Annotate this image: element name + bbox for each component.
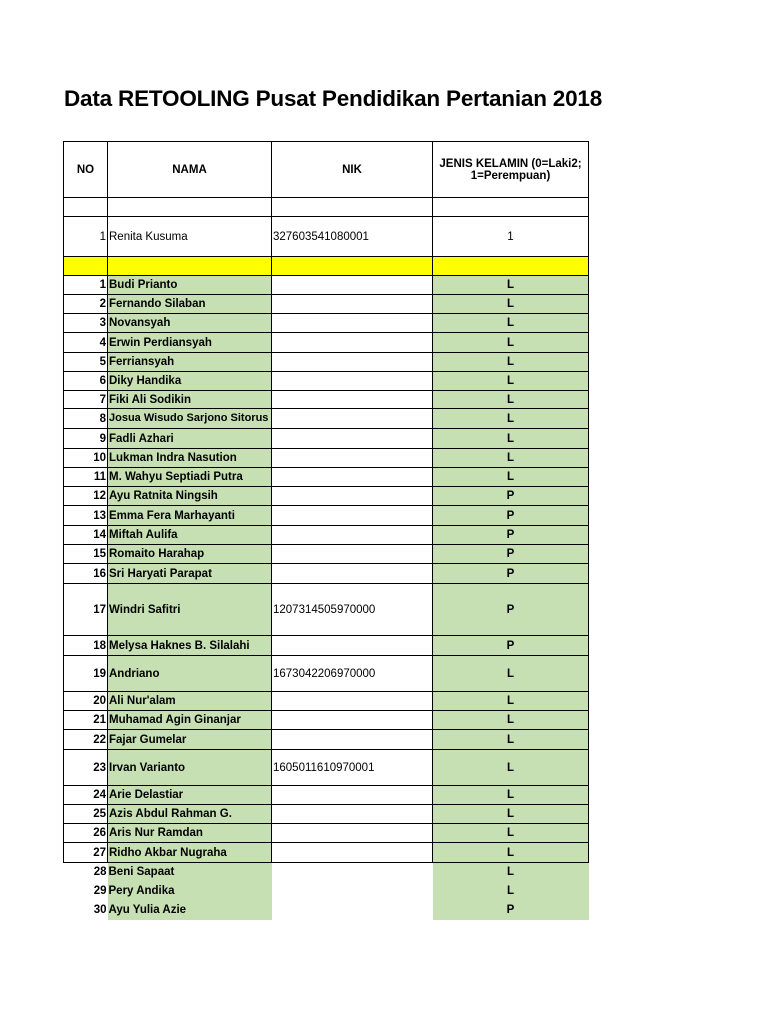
- cell-nama[interactable]: Muhamad Agin Ginanjar: [108, 711, 272, 730]
- cell-nik[interactable]: [272, 295, 433, 314]
- cell-no[interactable]: 16: [64, 564, 108, 584]
- cell-no[interactable]: 2: [64, 295, 108, 314]
- cell[interactable]: [108, 198, 272, 217]
- cell-nama[interactable]: Fernando Silaban: [108, 295, 272, 314]
- cell-nik[interactable]: [272, 506, 433, 526]
- cell-nik[interactable]: [272, 711, 433, 730]
- header-nik: NIK: [272, 142, 433, 198]
- cell-no[interactable]: 28: [93, 866, 107, 879]
- cell-nama[interactable]: Miftah Aulifa: [108, 526, 272, 545]
- cell-jenis-kelamin[interactable]: P: [433, 636, 589, 656]
- cell-nik[interactable]: [272, 882, 433, 901]
- cell-nik[interactable]: 1605011610970001: [272, 750, 433, 786]
- page-title: Data RETOOLING Pusat Pendidikan Pertanian 2018: [64, 86, 603, 111]
- cell-no[interactable]: 15: [64, 545, 108, 564]
- cell-nama[interactable]: Sri Haryati Parapat: [108, 564, 272, 584]
- header-nama: NAMA: [108, 142, 272, 198]
- table-row: [64, 333, 589, 353]
- cell-jenis-kelamin[interactable]: L: [433, 730, 589, 750]
- table-row: [64, 468, 589, 487]
- cell-no[interactable]: 19: [64, 656, 108, 692]
- cell-nik[interactable]: [272, 863, 433, 882]
- blank-row: [64, 198, 589, 217]
- cell-no[interactable]: 1: [64, 276, 108, 295]
- cell-no[interactable]: 24: [64, 786, 108, 805]
- table-row: [64, 545, 589, 564]
- cell-nama[interactable]: Ayu Yulia Azie: [108, 901, 272, 920]
- cell-nik[interactable]: [272, 824, 433, 843]
- cell-jenis-kelamin[interactable]: P: [433, 901, 589, 920]
- cell-nik[interactable]: [272, 901, 433, 920]
- table-row: [64, 372, 589, 391]
- cell-nik[interactable]: [272, 636, 433, 656]
- cell[interactable]: [64, 198, 108, 217]
- cell-no[interactable]: 6: [64, 372, 108, 391]
- table-row: [64, 314, 589, 333]
- cell-nama[interactable]: Renita Kusuma: [108, 217, 272, 257]
- cell-no[interactable]: 5: [64, 353, 108, 372]
- cell-no[interactable]: 18: [64, 636, 108, 656]
- cell-nama[interactable]: Andriano: [108, 656, 272, 692]
- cell-jenis-kelamin[interactable]: L: [433, 786, 589, 805]
- cell-nama[interactable]: Fiki Ali Sodikin: [108, 391, 272, 409]
- table-row: [64, 526, 589, 545]
- table-row: [64, 636, 589, 656]
- cell-jenis-kelamin[interactable]: L: [433, 656, 589, 692]
- cell[interactable]: [433, 198, 589, 217]
- cell-nik[interactable]: [272, 692, 433, 711]
- cell-nama[interactable]: Fajar Gumelar: [108, 730, 272, 750]
- cell-jenis-kelamin[interactable]: L: [433, 276, 589, 295]
- cell-nama[interactable]: Emma Fera Marhayanti: [108, 506, 272, 526]
- cell[interactable]: [108, 257, 272, 276]
- table-row: [64, 711, 589, 730]
- cell-nama[interactable]: Josua Wisudo Sarjono Sitorus: [108, 409, 272, 429]
- table-row: [64, 487, 589, 506]
- table-row: [64, 217, 589, 257]
- cell-nama[interactable]: Ferriansyah: [108, 353, 272, 372]
- cell-nik[interactable]: 1673042206970000: [272, 656, 433, 692]
- cell-jenis-kelamin[interactable]: L: [433, 429, 589, 449]
- table-row: [64, 353, 589, 372]
- cell-jenis-kelamin[interactable]: L: [433, 468, 589, 487]
- cell-jenis-kelamin[interactable]: L: [433, 372, 589, 391]
- cell-jenis-kelamin[interactable]: 1: [433, 217, 589, 257]
- cell-jenis-kelamin[interactable]: L: [433, 295, 589, 314]
- cell[interactable]: [64, 257, 108, 276]
- cell-nama[interactable]: Novansyah: [108, 314, 272, 333]
- cell-jenis-kelamin[interactable]: L: [433, 882, 589, 901]
- table-row: [64, 730, 589, 750]
- cell-no[interactable]: 9: [64, 429, 108, 449]
- cell-nik[interactable]: [272, 353, 433, 372]
- cell-no[interactable]: 17: [64, 584, 108, 636]
- cell-nama[interactable]: Erwin Perdiansyah: [108, 333, 272, 353]
- cell-nama[interactable]: Ridho Akbar Nugraha: [108, 843, 272, 863]
- table-row: [64, 786, 589, 805]
- cell-no[interactable]: 20: [64, 692, 108, 711]
- cell-jenis-kelamin[interactable]: P: [433, 564, 589, 584]
- cell-nama[interactable]: Budi Prianto: [108, 276, 272, 295]
- cell-nama[interactable]: Ayu Ratnita Ningsih: [108, 487, 272, 506]
- cell-nama[interactable]: Ali Nur'alam: [108, 692, 272, 711]
- cell-no[interactable]: 1: [64, 217, 108, 257]
- table-row: [64, 805, 589, 824]
- cell-nama[interactable]: Diky Handika: [108, 372, 272, 391]
- cell-jenis-kelamin[interactable]: L: [433, 805, 589, 824]
- cell-no[interactable]: 23: [64, 750, 108, 786]
- cell-nik[interactable]: [272, 545, 433, 564]
- cell-jenis-kelamin[interactable]: L: [433, 391, 589, 409]
- table-row: [64, 276, 589, 295]
- cell-nama[interactable]: Fadli Azhari: [108, 429, 272, 449]
- cell-nik[interactable]: [272, 468, 433, 487]
- header-row: [64, 142, 589, 198]
- data-table: [63, 141, 589, 920]
- cell-nik[interactable]: [272, 730, 433, 750]
- cell-no[interactable]: 25: [64, 805, 108, 824]
- table-row: [64, 901, 589, 920]
- cell-nama[interactable]: Arie Delastiar: [108, 786, 272, 805]
- cell-no[interactable]: 29: [93, 885, 107, 897]
- cell-nama[interactable]: Windri Safitri: [108, 584, 272, 636]
- table-row: [64, 750, 589, 786]
- cell-nama[interactable]: Azis Abdul Rahman G.: [108, 805, 272, 824]
- table-row: [64, 824, 589, 843]
- cell-nik[interactable]: [272, 564, 433, 584]
- cell-no[interactable]: 13: [64, 506, 108, 526]
- cell-no[interactable]: 3: [64, 314, 108, 333]
- table-row: [64, 409, 589, 429]
- cell-no[interactable]: 7: [64, 391, 108, 409]
- cell-nik[interactable]: 327603541080001: [272, 217, 433, 257]
- table-row: [64, 692, 589, 711]
- cell-jenis-kelamin[interactable]: P: [433, 487, 589, 506]
- cell-nama[interactable]: Pery Andika: [108, 882, 272, 901]
- cell-no[interactable]: 4: [64, 333, 108, 353]
- cell[interactable]: [272, 198, 433, 217]
- cell-jenis-kelamin[interactable]: L: [433, 824, 589, 843]
- cell-jenis-kelamin[interactable]: L: [433, 449, 589, 468]
- cell-no[interactable]: 8: [64, 409, 108, 429]
- cell-nik[interactable]: [272, 526, 433, 545]
- cell-nama[interactable]: Lukman Indra Nasution: [108, 449, 272, 468]
- cell-nik[interactable]: 1207314505970000: [272, 584, 433, 636]
- cell-no[interactable]: 27: [64, 843, 108, 863]
- cell-jenis-kelamin[interactable]: P: [433, 584, 589, 636]
- cell-nik[interactable]: [272, 843, 433, 863]
- cell-jenis-kelamin[interactable]: L: [433, 409, 589, 429]
- cell-no[interactable]: 11: [64, 468, 108, 487]
- cell-jenis-kelamin[interactable]: P: [433, 545, 589, 564]
- cell-nik[interactable]: [272, 786, 433, 805]
- cell[interactable]: [272, 257, 433, 276]
- cell-nik[interactable]: [272, 276, 433, 295]
- table-row: [64, 506, 589, 526]
- table-row: [64, 584, 589, 636]
- cell-no[interactable]: 26: [64, 824, 108, 843]
- table-row: [64, 391, 589, 409]
- table-row: [64, 449, 589, 468]
- cell-nama[interactable]: Irvan Varianto: [108, 750, 272, 786]
- cell-nama[interactable]: M. Wahyu Septiadi Putra: [108, 468, 272, 487]
- header-no: NO: [64, 142, 108, 198]
- cell-no[interactable]: 21: [64, 711, 108, 730]
- cell-jenis-kelamin[interactable]: P: [433, 526, 589, 545]
- cell-jenis-kelamin[interactable]: P: [433, 506, 589, 526]
- cell-jenis-kelamin[interactable]: L: [433, 353, 589, 372]
- highlight-row: [64, 257, 589, 276]
- table-row: [64, 295, 589, 314]
- cell-nik[interactable]: [272, 487, 433, 506]
- cell-nik[interactable]: [272, 391, 433, 409]
- cell-nik[interactable]: [272, 429, 433, 449]
- table-row: [64, 863, 589, 882]
- cell-nama[interactable]: Beni Sapaat: [108, 863, 272, 882]
- cell-jenis-kelamin[interactable]: L: [433, 843, 589, 863]
- cell-jenis-kelamin[interactable]: L: [433, 711, 589, 730]
- cell-no[interactable]: 22: [64, 730, 108, 750]
- header-jenis-kelamin: JENIS KELAMIN (0=Laki2; 1=Perempuan): [433, 142, 589, 198]
- cell-nik[interactable]: [272, 805, 433, 824]
- cell-nik[interactable]: [272, 333, 433, 353]
- cell-nama[interactable]: Aris Nur Ramdan: [108, 824, 272, 843]
- cell-jenis-kelamin[interactable]: L: [433, 863, 589, 882]
- table-row: [64, 429, 589, 449]
- cell-nik[interactable]: [272, 409, 433, 429]
- cell-jenis-kelamin[interactable]: L: [433, 692, 589, 711]
- cell-nik[interactable]: [272, 314, 433, 333]
- cell-no[interactable]: 14: [64, 526, 108, 545]
- cell[interactable]: [433, 257, 589, 276]
- cell-nik[interactable]: [272, 372, 433, 391]
- cell-jenis-kelamin[interactable]: L: [433, 750, 589, 786]
- cell-jenis-kelamin[interactable]: L: [433, 333, 589, 353]
- cell-nama[interactable]: Melysa Haknes B. Silalahi: [108, 636, 272, 656]
- cell-jenis-kelamin[interactable]: L: [433, 314, 589, 333]
- table-row: [64, 564, 589, 584]
- cell-no[interactable]: 12: [64, 487, 108, 506]
- table-row: [64, 656, 589, 692]
- cell-nik[interactable]: [272, 449, 433, 468]
- table-row: [64, 882, 589, 901]
- cell-no[interactable]: 10: [64, 449, 108, 468]
- cell-no[interactable]: 30: [93, 904, 107, 916]
- cell-nama[interactable]: Romaito Harahap: [108, 545, 272, 564]
- table-row: [64, 843, 589, 863]
